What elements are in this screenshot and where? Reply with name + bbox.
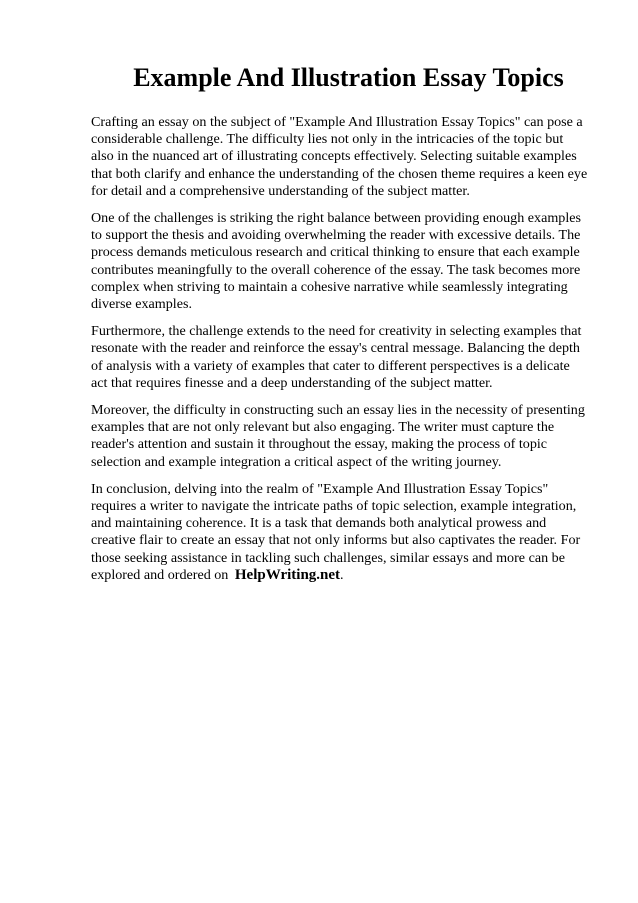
paragraph-5-text: In conclusion, delving into the realm of "Example And Illustration Essay Topics" requires a writer to navigate the intricate paths of topic selection, example integration, and maintaining coherence. It is a task that demands both analytical prowess and creative flair to create an essay that not only informs but also captivates the reader. For those seeking assistance in tackling such challenges, similar essays and more can be explored and ordered on (91, 480, 581, 583)
document-body (91, 114, 588, 584)
paragraph-4: Moreover, the difficulty in constructing such an essay lies in the necessity of presenting examples that are not only relevant but also engaging. The writer must capture the reader's attention and sustain it throughout the essay, making the process of topic selection and example integration a critical aspect of the writing journey. (91, 402, 585, 470)
paragraph-3: Furthermore, the challenge extends to the need for creativity in selecting examples that resonate with the reader and reinforce the essay's central message. Balancing the depth of analysis with a variety of examples that cater to different perspectives is a delicate act that requires finesse and a deep understanding of the subject matter. (91, 323, 582, 391)
paragraph-1: Crafting an essay on the subject of "Example And Illustration Essay Topics" can pose a considerable challenge. The difficulty lies not only in the intricacies of the topic but also in the nuanced art of illustrating concepts effectively. Selecting suitable examples that both clarify and enhance the understanding of the chosen theme requires a keen eye for detail and a comprehensive understanding of the subject matter. (91, 114, 588, 199)
paragraph-2: One of the challenges is striking the right balance between providing enough examples to support the thesis and avoiding overwhelming the reader with excessive details. The process demands meticulous research and critical thinking to ensure that each example contributes meaningfully to the overall coherence of the essay. The task becomes more complex when striving to maintain a cohesive narrative while seamlessly integrating diverse examples. (91, 210, 582, 313)
paragraph-5-end: . (340, 566, 344, 583)
helpwriting-link[interactable]: HelpWriting.net (234, 566, 341, 583)
paragraph-5 (91, 481, 588, 584)
document-title: Example And Illustration Essay Topics (133, 63, 564, 92)
